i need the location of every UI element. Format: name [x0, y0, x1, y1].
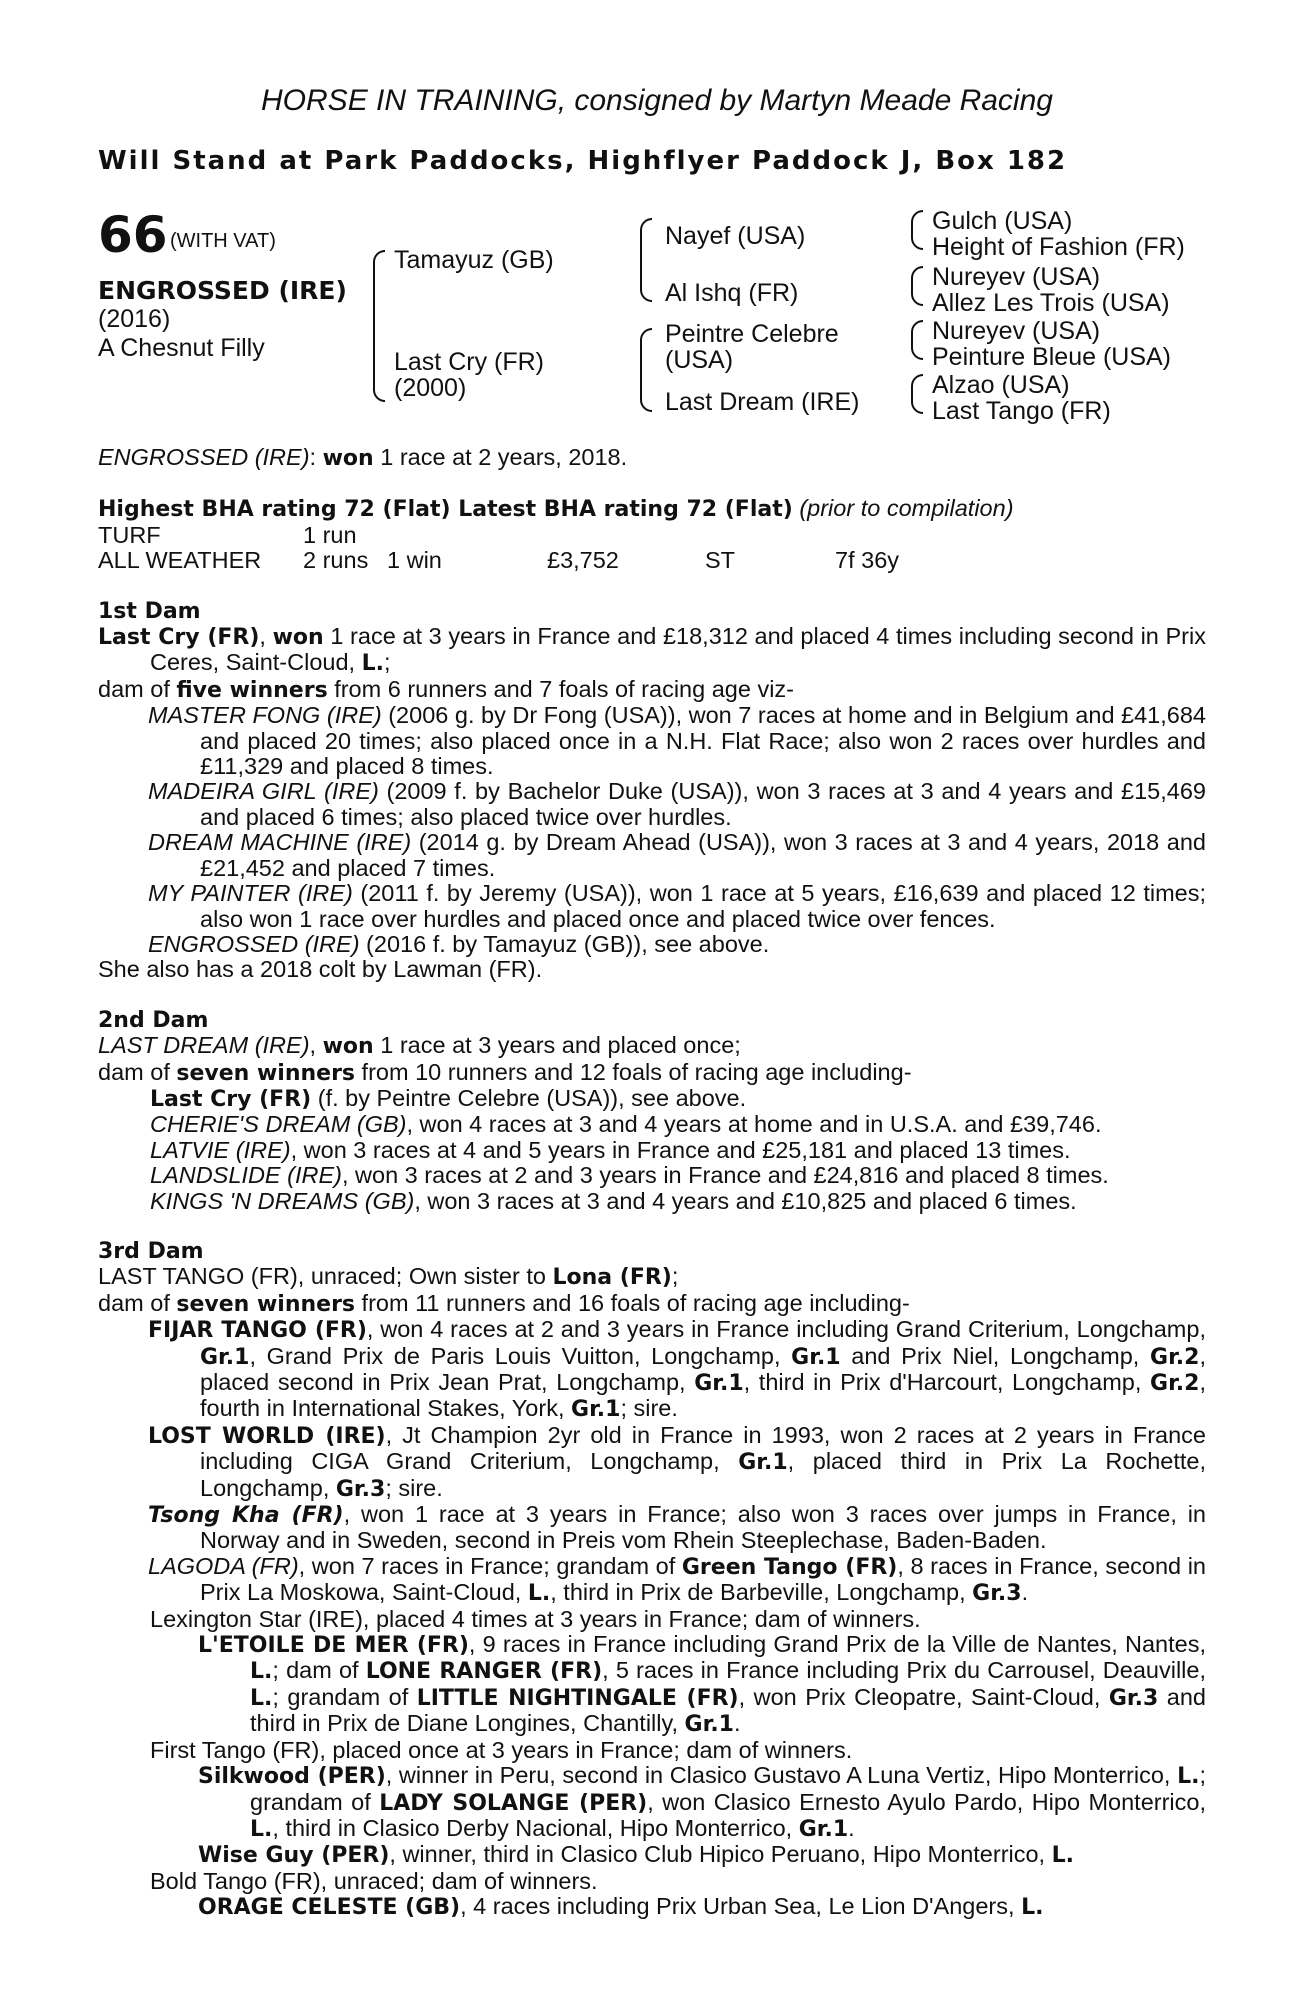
- pedigree-brace-a: [911, 210, 923, 250]
- vat-note: (WITH VAT): [170, 230, 276, 252]
- pedigree-g3-3: Nureyev (USA): [932, 263, 1101, 291]
- race-summary: ENGROSSED (IRE): won 1 race at 2 years, 2018.: [98, 444, 628, 471]
- pedigree-brace-dam: [640, 328, 652, 412]
- produce-entry: MASTER FONG (IRE) (2006 g. by Dr Fong (USA)), won 7 races at home and in Belgium and £41,684 and placed 20 times; also placed once in a N.H. Flat Race; also won 2 races over hurdles and £11,329 and placed 8 times.: [148, 702, 1206, 780]
- lot-number: 66: [98, 206, 168, 264]
- pedigree-g3-8: Last Tango (FR): [932, 397, 1111, 425]
- pedigree-g3-6: Peinture Bleue (USA): [932, 343, 1172, 371]
- produce-entry: LAGODA (FR), won 7 races in France; grandam of Green Tango (FR), 8 races in France, second in Prix La Moskowa, Saint-Cloud, L., third in Prix de Barbeville, Longchamp, Gr.3.: [148, 1552, 1206, 1607]
- third-dam-heading: 3rd Dam: [98, 1238, 204, 1264]
- pedigree-g3-5: Nureyev (USA): [932, 317, 1101, 345]
- produce-entry: KINGS 'N DREAMS (GB), won 3 races at 3 and 4 years and £10,825 and placed 6 times.: [150, 1187, 1077, 1214]
- pedigree-dam-sire-country: (USA): [665, 346, 734, 374]
- produce-entry: MY PAINTER (IRE) (2011 f. by Jeremy (USA)), won 1 race at 5 years, £16,639 and placed 12 times; also won 1 race over hurdles and placed once and placed twice over fences.: [148, 880, 1206, 932]
- produce-entry: MADEIRA GIRL (IRE) (2009 f. by Bachelor Duke (USA)), won 3 races at 3 and 4 years and £15,469 and placed 6 times; also placed twice over hurdles.: [148, 778, 1206, 830]
- horse-description: A Chesnut Filly: [98, 334, 265, 362]
- first-dam-produce-summary: dam of five winners from 6 runners and 7 foals of racing age viz-: [98, 675, 794, 703]
- produce-entry: LOST WORLD (IRE), Jt Champion 2yr old in France in 1993, won 2 races at 2 years in France including CIGA Grand Criterium, Longchamp, Gr.1, placed third in Prix La Rochette, Longchamp, Gr.3; sire.: [148, 1421, 1206, 1502]
- produce-entry: Lexington Star (IRE), placed 4 times at 3 years in France; dam of winners.: [150, 1605, 921, 1632]
- turf-record: TURF 1 run: [98, 521, 357, 548]
- pedigree-dam-year: (2000): [394, 374, 467, 402]
- horse-name: ENGROSSED (IRE): [98, 276, 347, 305]
- bha-ratings: Highest BHA rating 72 (Flat) Latest BHA rating 72 (Flat) (prior to compilation): [98, 495, 1014, 523]
- all-weather-record: ALL WEATHER 2 runs 1 win £3,752 ST 7f 36y: [98, 547, 900, 574]
- pedigree-brace-c: [911, 320, 923, 360]
- pedigree-dam-sire: Peintre Celebre: [665, 320, 839, 348]
- pedigree-g3-2: Height of Fashion (FR): [932, 233, 1185, 261]
- stand-location: Will Stand at Park Paddocks, Highflyer Paddock J, Box 182: [98, 146, 1068, 176]
- first-dam-intro: Last Cry (FR), won 1 race at 3 years in France and £18,312 and placed 4 times including second in Prix Ceres, Saint-Cloud, L.;: [98, 623, 1206, 677]
- catalogue-body: [98, 445, 1206, 1921]
- pedigree-brace-sire: [640, 218, 652, 302]
- first-dam-heading: 1st Dam: [98, 598, 201, 624]
- pedigree-g3-7: Alzao (USA): [932, 371, 1070, 399]
- second-dam-intro: LAST DREAM (IRE), won 1 race at 3 years and placed once;: [98, 1032, 741, 1060]
- produce-entry: DREAM MACHINE (IRE) (2014 g. by Dream Ahead (USA)), won 3 races at 3 and 4 years, 2018 and £21,452 and placed 7 times.: [148, 829, 1206, 881]
- produce-entry: LATVIE (IRE), won 3 races at 4 and 5 years in France and £25,181 and placed 13 times.: [150, 1136, 1071, 1163]
- pedigree-g3-1: Gulch (USA): [932, 207, 1073, 235]
- pedigree-sire-sire: Nayef (USA): [665, 222, 806, 250]
- produce-entry: L'ETOILE DE MER (FR), 9 races in France including Grand Prix de la Ville de Nantes, Nantes, L.; dam of LONE RANGER (FR), 5 races in France including Prix du Carrousel, Deauville, L.; grandam of LITTLE NIGHTINGALE (FR), won Prix Cleopatre, Saint-Cloud, Gr.3 and third in Prix de Diane Longines, Chantilly, Gr.1.: [198, 1631, 1206, 1738]
- pedigree-brace-b: [911, 266, 923, 306]
- produce-entry: First Tango (FR), placed once at 3 years in France; dam of winners.: [150, 1736, 853, 1763]
- produce-entry: Wise Guy (PER), winner, third in Clasico Club Hipico Peruano, Hipo Monterrico, L.: [198, 1841, 1075, 1869]
- produce-entry: Tsong Kha (FR), won 1 race at 3 years in France; also won 3 races over jumps in France, in Norway and in Sweden, second in Preis vom Rhein Steeplechase, Baden-Baden.: [148, 1501, 1207, 1554]
- third-dam-intro: LAST TANGO (FR), unraced; Own sister to Lona (FR);: [98, 1263, 679, 1291]
- third-dam-produce-summary: dam of seven winners from 11 runners and 16 foals of racing age including-: [98, 1289, 910, 1317]
- foaling-year: (2016): [98, 305, 171, 333]
- produce-entry: Bold Tango (FR), unraced; dam of winners.: [150, 1867, 598, 1894]
- pedigree-dam: Last Cry (FR): [394, 348, 544, 376]
- produce-entry: ENGROSSED (IRE) (2016 f. by Tamayuz (GB)), see above.: [148, 930, 770, 957]
- pedigree-dam-dam: Last Dream (IRE): [665, 388, 860, 416]
- produce-entry: Silkwood (PER), winner in Peru, second in Clasico Gustavo A Luna Vertiz, Hipo Monterrico, L.; grandam of LADY SOLANGE (PER), won Clasico Ernesto Ayulo Pardo, Hipo Monterrico, L., third in Clasico Derby Nacional, Hipo Monterrico, Gr.1.: [198, 1762, 1206, 1842]
- produce-entry: LANDSLIDE (IRE), won 3 races at 2 and 3 years in France and £24,816 and placed 8 times.: [150, 1162, 1109, 1189]
- produce-entry: ORAGE CELESTE (GB), 4 races including Prix Urban Sea, Le Lion D'Angers, L.: [198, 1893, 1044, 1921]
- produce-entry: CHERIE'S DREAM (GB), won 4 races at 3 and 4 years at home and in U.S.A. and £39,746.: [150, 1111, 1102, 1138]
- second-dam-heading: 2nd Dam: [98, 1007, 209, 1033]
- first-dam-also: She also has a 2018 colt by Lawman (FR).: [98, 956, 543, 983]
- produce-entry: Last Cry (FR) (f. by Peintre Celebre (USA)), see above.: [150, 1084, 747, 1112]
- produce-entry: FIJAR TANGO (FR), won 4 races at 2 and 3 years in France including Grand Criterium, Longchamp, Gr.1, Grand Prix de Paris Louis Vuitton, Longchamp, Gr.1 and Prix Niel, Longchamp, Gr.2, placed second in Prix Jean Prat, Longchamp, Gr.1, third in Prix d'Harcourt, Longchamp, Gr.2, fourth in International Stakes, York, Gr.1; sire.: [148, 1316, 1206, 1423]
- pedigree-sire: Tamayuz (GB): [394, 246, 554, 274]
- pedigree-sire-dam: Al Ishq (FR): [665, 279, 799, 307]
- pedigree-brace-d: [911, 374, 923, 414]
- pedigree-brace-gen1: [373, 250, 385, 402]
- pedigree-g3-4: Allez Les Trois (USA): [932, 289, 1170, 317]
- second-dam-produce-summary: dam of seven winners from 10 runners and 12 foals of racing age including-: [98, 1058, 912, 1086]
- catalogue-header: HORSE IN TRAINING, consigned by Martyn Meade Racing: [261, 84, 1053, 117]
